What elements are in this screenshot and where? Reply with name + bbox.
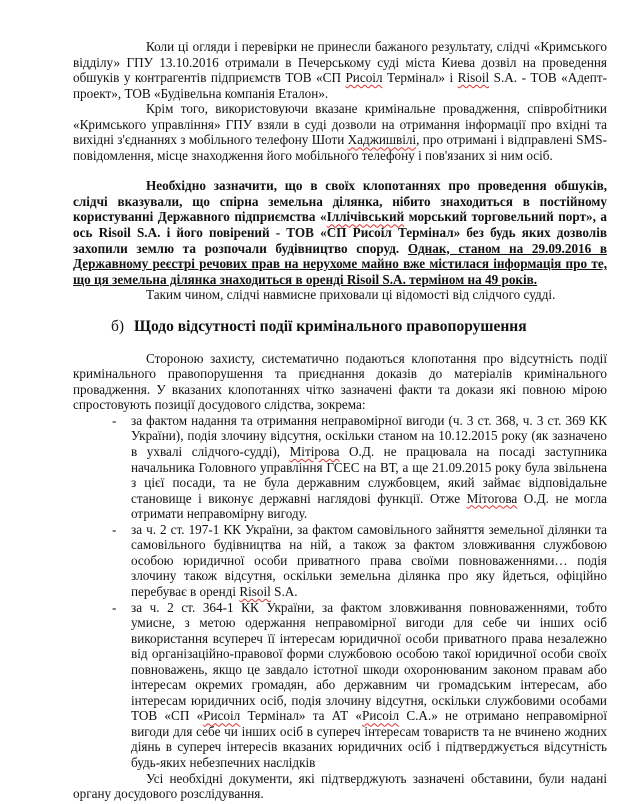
paragraph-phone-data [73,101,607,163]
text: Крім того, використовуючи вказане кримінальне провадження, співробітники «Кримського управління» ГПУ взяли в суді дозволи на отримання інформації про вхідні та вихідні з'єднаннях з мобільного телефону Шоти [73,101,607,148]
spacer [73,163,607,178]
paragraph-searches [73,39,607,101]
text: за ч. 2 ст. 364-1 КК України, за фактом зловживання повноваженнями, тобто умисне, з метою одержання неправомірної вигоди для себе чи інших осіб використання всупереч її інтересам юридичної особи приватного права незалежно від організаційно-правової форми службовою особою такої юридичної особи своїх повноважень, якщо це завдало істотної шкоди охоронюваним законом правам або інтересам окремих громадян, або державним чи громадським інтересам, або інтересам юридичних осіб, подія злочину відсутня, оскільки службовими особами ТОВ «СП « [131,599,607,724]
dash-bullet: - [112,412,117,428]
list-item [73,413,607,522]
text: S.A. - ТОВ «Адепт-проект», ТОВ «Будівельна компанія Еталон». [73,70,608,101]
spellcheck-word: Іллічівський [326,209,405,225]
paragraph-concealment: Таким чином, слідчі навмисне приховали ці відомості від слідчого судді. [146,287,556,303]
text: , про отримані і відправлені SMS-повідомлення, місце знаходження його мобільного телефону і пов'язаних зі ним осіб. [73,132,607,163]
spellcheck-word: Risoil [457,70,490,86]
text: Необхідно зазначити, що в своїх клопотаннях про проведення обшуків, слідчі вказували, що спірна земельна ділянка, нібито знаходиться в постійному користуванні Державного підприємства « [73,178,607,225]
underlined-statement: Однак, станом на 29.09.2016 в Державному реєстрі речових прав на нерухоме майно вже містилася інформація про те, що ця земельна ділянка знаходиться в оренді Risoil S.A. терміном на 49 років. [73,240,607,287]
section-number: б) [111,317,125,335]
list-item [73,600,607,771]
text: О.Д. не могла отримати неправомірну вигоду. [131,490,608,522]
text: S.A. [270,583,298,599]
text: Термінал» та АТ « [240,708,362,724]
paragraph-defense-motions: Стороною захисту, систематично подаються клопотання про відсутність події кримінального правопорушення та приєднання доказів до матеріалів кримінального провадження. У вказаних клопотаннях чітко зазначені факти та докази які повною мірою спростовують позиції досудового слідства, зокрема: [73,350,607,413]
paragraph-documents-provided: Усі необхідні документи, які підтверджують зазначені обставини, були надані органу досудового розслідування. [73,770,607,802]
spellcheck-word: Мітorова [466,490,518,506]
list-item [73,522,607,600]
spellcheck-word: Мітірова [289,444,340,460]
spellcheck-word: Хаджишвілі [347,132,417,148]
section-title: Щодо відсутності події кримінального правопорушення [133,317,527,335]
text: С.А.» не отримано неправомірної вигоди для себе чи інших осіб в супереч інтересам товариств та не вчинено жодних діянь в супереч інтересів вказаних юридичних осіб і підтверджується відсутність будь-яких небезпечних наслідків [131,708,607,770]
text: морський торговельний порт», а ось Risoil S.A. і його повірений - ТОВ «СП Рисоіл Термінал» без будь яких дозволів захопили землю та розпочали будівництво споруд. [73,209,607,256]
dash-bullet: - [112,521,117,537]
text: Коли ці огляди і перевірки не принесли бажаного результату, слідчі «Кримського відділу» ГПУ 13.10.2016 отримали в Печерському суді міста Киева дозвіл на проведення обшуків у контрагентів підприємств ТОВ «СП [73,39,607,86]
spellcheck-word: Рисоіл [203,708,241,724]
text: за фактом надання та отримання неправомірної вигоди (ч. 3 ст. 368, ч. 3 ст. 369 КК України), подія злочину відсутня, оскільки станом на 10.12.2015 року (як зазначено в ухвалі слідчого-судді), [131,412,607,460]
section-heading [111,318,607,336]
text: Термінал» і [382,70,458,86]
spellcheck-word: Рисоіл [345,70,383,86]
document-page [73,39,607,802]
dash-bullet: - [112,599,117,615]
paragraph-land-plot [73,178,607,287]
text: О.Д. не працювала на посаді заступника начальника Головного управління ГСЕС на ВТ, а ще 21.09.2015 року була звільнена з цієї посади, та не була державним службовцем, який займає відповідальне становище і виконує державні наглядові функції. Отже [131,444,608,506]
dash-list [73,413,607,771]
spellcheck-word: Risoil [239,583,271,599]
spellcheck-word: Рисоіл [362,708,400,724]
text: за ч. 2 ст. 197-1 КК України, за фактом самовільного зайняття земельної ділянки та самовільного будівництва на ній, а також за фактом зловживання службовою особою юридичної особи приватного права своїми повноваженнями… подія злочину також відсутня, оскільки земельна ділянка про яку йдеться, офіційно перебуває в оренді [131,521,607,599]
